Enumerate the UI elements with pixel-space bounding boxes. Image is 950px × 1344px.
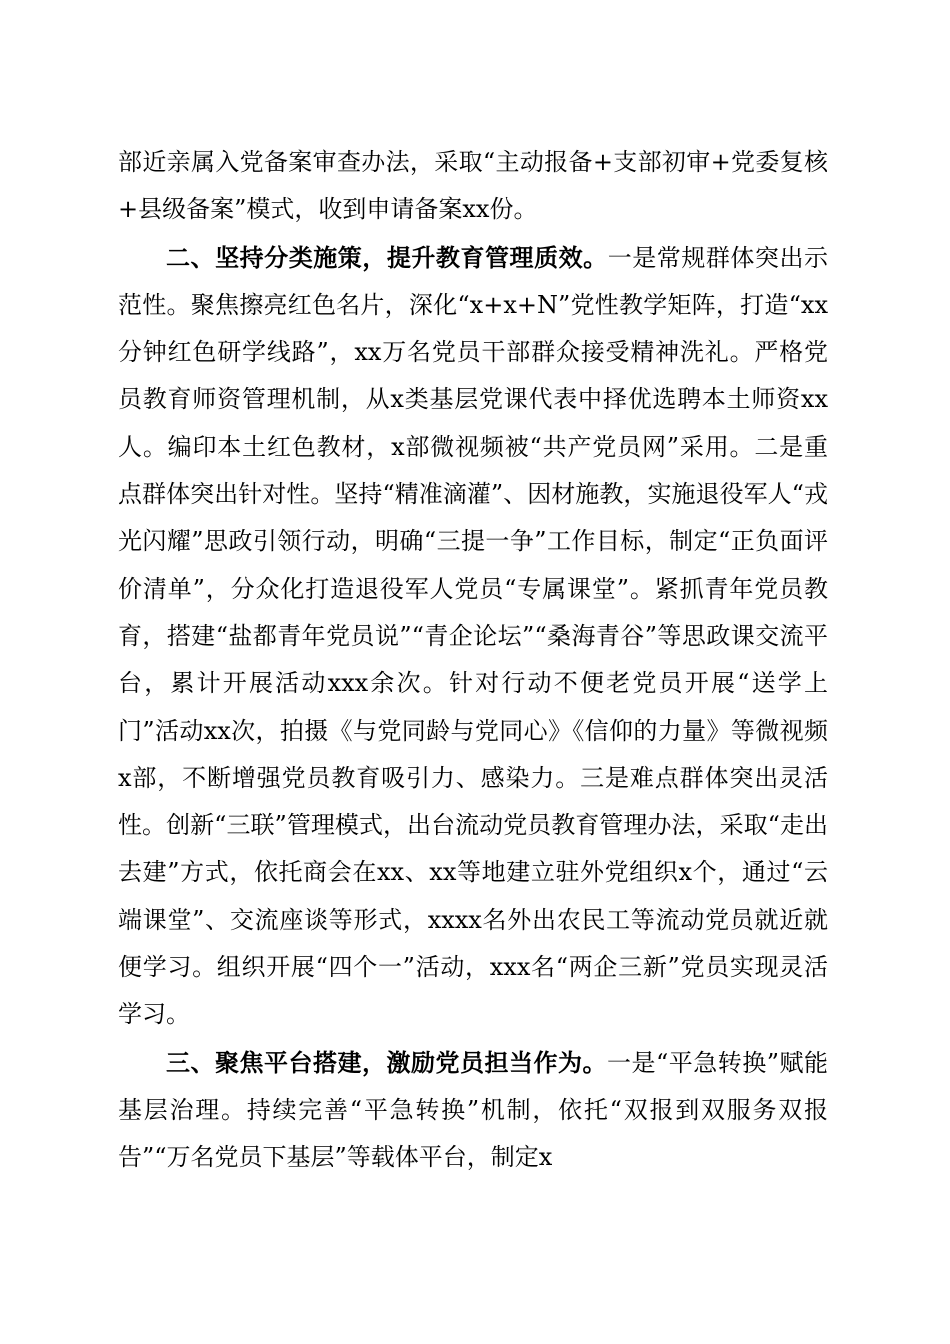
paragraph-text: 一是常规群体突出示范性。聚焦擦亮红色名片，深化“x+x+N”党性教学矩阵，打造“xx分钟红色研学线路”，xx万名党员干部群众接受精神洗礼。严格党员教育师资管理机制，从x类基层党课代表中择优选聘本土师资xx人。编印本土红色教材，x部微视频被“共产党员网”采用。二是重点群体突出针对性。坚持“精准滴灌”、因材施教，实施退役军人“戎光闪耀”思政引领行动，明确“三提一争”工作目标，制定“正负面评价清单”，分众化打造退役军人党员“专属课堂”。紧抓青年党员教育，搭建“盐都青年党员说”“青企论坛”“桑海青谷”等思政课交流平台，累计开展活动xxx余次。针对行动不便老党员开展“送学上门”活动xx次，拍摄《与党同龄与党同心》《信仰的力量》等微视频x部，不断增强党员教育吸引力、感染力。三是难点群体突出灵活性。创新“三联”管理模式，出台流动党员教育管理办法，采取“走出去建”方式，依托商会在xx、xx等地建立驻外党组织x个，通过“云端课堂”、交流座谈等形式，xxxx名外出农民工等流动党员就近就便学习。组织开展“四个一”活动，xxx名“两企三新”党员实现灵活学习。 xyxy=(118,243,829,1029)
paragraph-text: 部近亲属入党备案审查办法，采取“主动报备+支部初审+党委复核+县级备案”模式，收到申请备案xx份。 xyxy=(118,148,828,224)
paragraph-continuation xyxy=(118,139,828,234)
paragraph-section-2 xyxy=(118,234,828,1039)
section-heading: 二、坚持分类施策，提升教育管理质效。 xyxy=(166,242,608,272)
document-page xyxy=(118,139,828,1182)
paragraph-text: 一是“平急转换”赋能基层治理。持续完善“平急转换”机制，依托“双报到双服务双报告”“万名党员下基层”等载体平台，制定x xyxy=(118,1048,828,1172)
paragraph-section-3 xyxy=(118,1039,828,1182)
section-heading: 三、聚焦平台搭建，激励党员担当作为。 xyxy=(166,1047,607,1077)
